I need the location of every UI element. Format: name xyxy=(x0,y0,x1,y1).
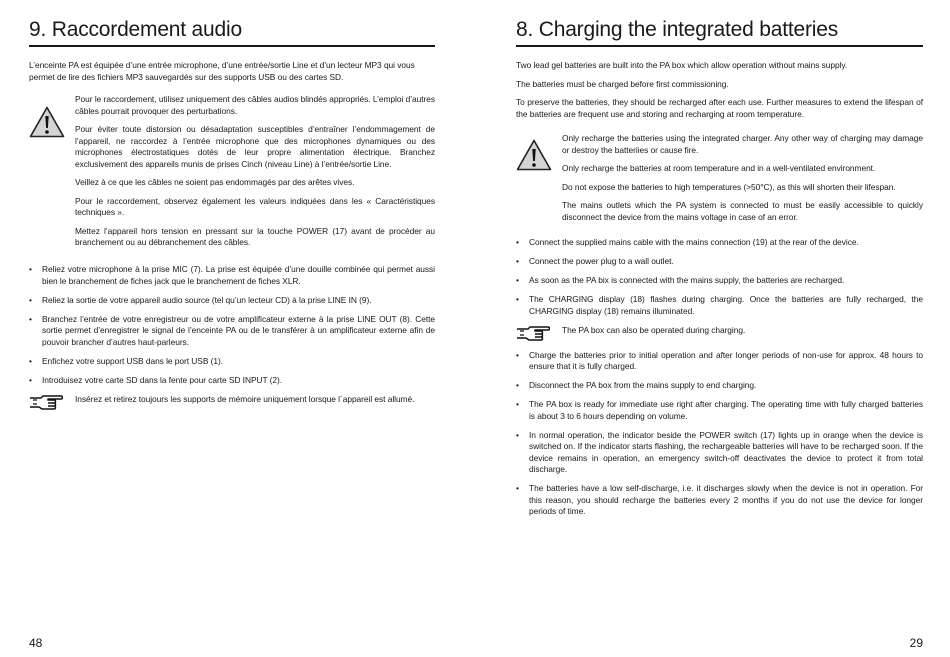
bullet: • xyxy=(516,399,519,409)
list-item-text: The CHARGING display (18) flashes during charging. Once the batteries are fully recharged, the CHARGING display (18) remains illuminated. xyxy=(529,294,923,316)
warning-text: Mettez l’appareil hors tension en pressant sur la touche POWER (17) avant de procéder au branchement ou au débranchement des câbles. xyxy=(75,225,435,247)
list-item-text: The batteries have a low self-discharge, i.e. it discharges slowly when the device is not in operation. For this reason, you should recharge the batteries every 2 months if you do not use the device for longer periods of time. xyxy=(529,483,923,516)
list-item-text: As soon as the PA bix is connected with the mains supply, the batteries are recharged. xyxy=(529,275,845,285)
bullet: • xyxy=(29,264,32,274)
pointing-hand-icon xyxy=(516,325,562,343)
list-item xyxy=(516,275,923,287)
list-item xyxy=(516,399,923,422)
warning-text: Veillez à ce que les câbles ne soient pas endommagés par des arêtes vives. xyxy=(75,177,355,187)
intro-paragraph: To preserve the batteries, they should be recharged after each use. Further measures to extend the lifespan of the batteries are frequent use and storing and recharging at room temperature. xyxy=(516,97,923,119)
list-item xyxy=(516,380,923,392)
bullet: • xyxy=(516,256,519,266)
steps-section xyxy=(516,237,923,525)
warning-text: Pour le raccordement, observez également les valeurs indiquées dans les « Caractéristiques techniques ». xyxy=(75,195,435,217)
intro-paragraph: L’enceinte PA est équipée d’une entrée microphone, d’une entrée/sortie Line et d’un lecteur MP3 qui vous permet de lire des fichiers MP3 sauvegardés sur des supports USB ou des cartes SD. xyxy=(29,60,415,82)
warning-triangle-icon xyxy=(29,106,75,138)
list-item-text: Enfichez votre support USB dans le port USB (1). xyxy=(42,355,224,366)
list-item xyxy=(516,483,923,518)
warning-block xyxy=(516,133,923,230)
list-item xyxy=(516,350,923,373)
list-item-text: Introduisez votre carte SD dans la fente pour carte SD INPUT (2). xyxy=(42,374,283,385)
warning-text: Only recharge the batteries using the integrated charger. Any other way of charging may damage or destroy the batteriies or cause fire. xyxy=(562,133,923,155)
warning-block xyxy=(29,94,435,256)
bullet: • xyxy=(29,374,32,385)
list-item xyxy=(29,264,435,287)
bullet: • xyxy=(516,294,519,304)
list-item xyxy=(29,314,435,349)
hint-text: Insérez et retirez toujours les supports de mémoire uniquement lorsque l´appareil est allumé. xyxy=(75,393,415,404)
list-item-text: Reliez votre microphone à la prise MIC (7). La prise est équipée d’une douille combinée qui permet aussi bien le branchement de fiches jack que le branchement de fiches XLR. xyxy=(42,264,435,286)
warning-text: Pour éviter toute distorsion ou désadaptation susceptibles d’entraîner l’endommagement de l’appareil, ne raccordez à l’entrée microphone que des microphones dynamiques ou des microphones électrostatiques dotés de leur propre alimentation électrique. Branchez exclusivement des appareils munis de prises Cinch (niveau Line) à l’entrée/sortie Line. xyxy=(75,124,435,169)
intro-paragraph: Two lead gel batteries are built into the PA box which allow operation without mains supply. xyxy=(516,60,848,70)
bullet: • xyxy=(516,349,519,360)
list-item-text: Charge the batteries prior to initial operation and after longer periods of non-use for approx. 48 hours to ensure that it is fully charged. xyxy=(529,349,923,371)
list-item xyxy=(516,256,923,268)
intro-section xyxy=(516,60,923,126)
warning-text: Pour le raccordement, utilisez uniquement des câbles audios blindés appropriés. L’emploi d’autres câbles pourrait provoquer des perturbations. xyxy=(75,94,435,116)
bullet: • xyxy=(29,355,32,366)
bullet: • xyxy=(29,294,32,305)
hint-text: The PA box can also be operated during charging. xyxy=(562,324,746,335)
intro-paragraph: The batteries must be charged before first commissioning. xyxy=(516,78,729,89)
list-item-text: Connect the supplied mains cable with the mains connection (19) at the rear of the device. xyxy=(529,237,859,247)
list-item xyxy=(516,294,923,317)
warning-text: The mains outlets which the PA system is connected to must be easily accessible to quickly disconnect the device from the mains voltage in case of an error. xyxy=(562,200,923,222)
bullet: • xyxy=(516,429,519,440)
bullet: • xyxy=(516,275,519,285)
page-number: 29 xyxy=(909,636,923,650)
list-item-text: In normal operation, the indicator beside the POWER switch (17) lights up in orange when the device is switched on. If the indicator starts flashing, the rechargeable batteries will have to be recharged soon. If the device remains in operation, an emergency switch-off deactivates the device to protect it from total discharge. xyxy=(529,429,923,474)
list-item xyxy=(29,295,435,307)
bullet: • xyxy=(516,380,519,390)
bullet: • xyxy=(516,483,519,493)
page-title: 9. Raccordement audio xyxy=(29,18,435,47)
list-item-text: Connect the power plug to a wall outlet. xyxy=(529,256,674,266)
bullet: • xyxy=(516,237,519,247)
page-number: 48 xyxy=(29,636,43,650)
right-page xyxy=(516,0,923,657)
list-item-text: Disconnect the PA box from the mains supply to end charging. xyxy=(529,380,757,390)
left-page xyxy=(29,0,435,657)
warning-triangle-icon xyxy=(516,139,562,171)
list-item-text: The PA box is ready for immediate use right after charging. The operating time with fully charged batteries is about 3 to 6 hours depending on volume. xyxy=(529,399,923,421)
list-item xyxy=(29,356,435,368)
list-item xyxy=(516,237,923,249)
list-item-text: Branchez l’entrée de votre enregistreur ou de votre amplificateur externe à la prise LINE OUT (8). Cette sortie permet d’enregistrer le signal de l’enceinte PA ou de le transférer à un amplificateur externe afin de pouvoir brancher d’autres haut-parleurs. xyxy=(42,313,435,347)
bullet: • xyxy=(29,313,32,324)
warning-text: Do not expose the batteries to high temperatures (>50°C), as this will shorten their lifespan. xyxy=(562,181,896,192)
list-item xyxy=(29,375,435,387)
intro-section xyxy=(29,60,435,89)
list-item xyxy=(516,430,923,476)
warning-text: Only recharge the batteries at room temperature and in a well-ventilated environment. xyxy=(562,163,876,173)
list-item-text: Reliez la sortie de votre appareil audio source (tel qu’un lecteur CD) à la prise LINE IN (9). xyxy=(42,294,372,305)
page-title: 8. Charging the integrated batteries xyxy=(516,18,923,47)
pointing-hand-icon xyxy=(29,394,75,412)
steps-section xyxy=(29,264,435,419)
